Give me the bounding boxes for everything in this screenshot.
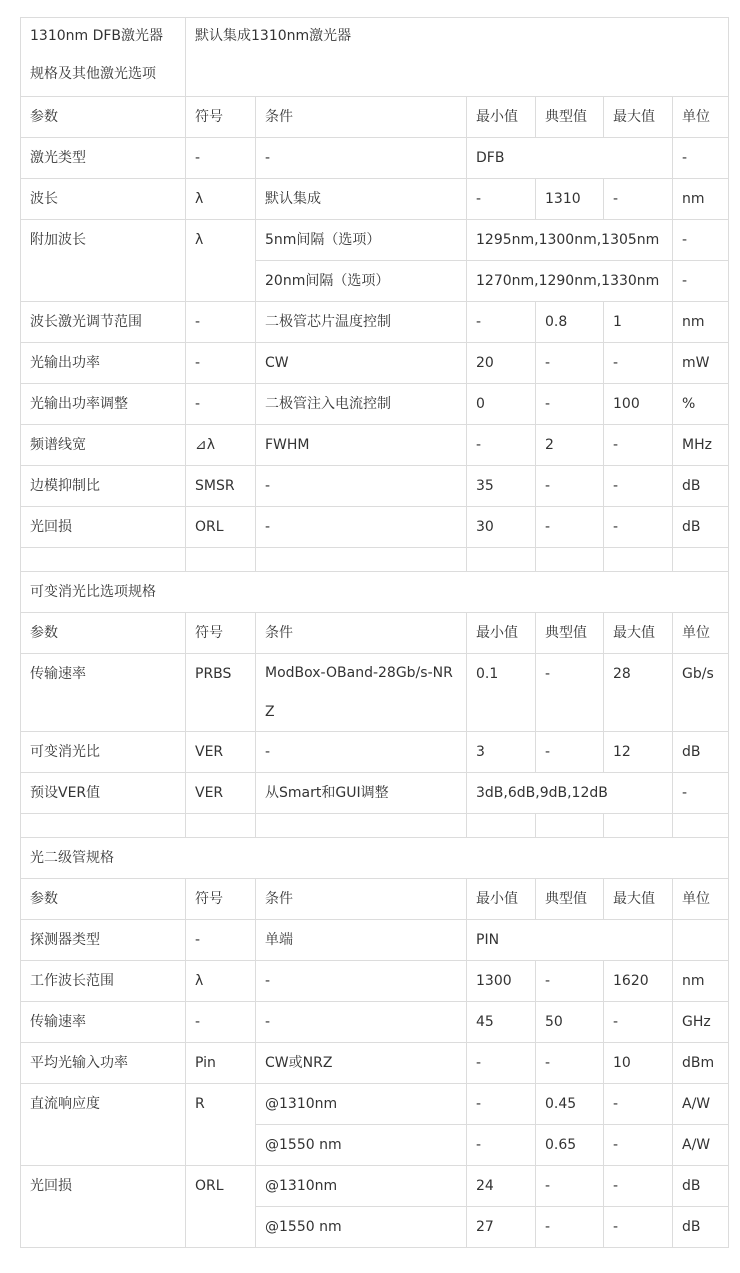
cell-param: 传输速率 [21, 1002, 186, 1043]
cell-unit: dB [673, 1166, 729, 1207]
table-row [21, 1043, 729, 1084]
section-title-ver: 可变消光比选项规格 [21, 572, 729, 613]
cell-symbol: - [186, 138, 256, 179]
table-row [21, 1166, 729, 1207]
cell-min: - [467, 179, 536, 220]
cell-param: 激光类型 [21, 138, 186, 179]
section-title-row [21, 838, 729, 879]
cell-unit: GHz [673, 1002, 729, 1043]
cell-max: 1620 [604, 961, 673, 1002]
cell-symbol: Pin [186, 1043, 256, 1084]
cell-unit: dB [673, 507, 729, 548]
table-row [21, 1002, 729, 1043]
header-max: 最大值 [604, 97, 673, 138]
header-param: 参数 [21, 613, 186, 654]
cell-min: 1300 [467, 961, 536, 1002]
cell-symbol: λ [186, 220, 256, 302]
header-min: 最小值 [467, 97, 536, 138]
cell-max: - [604, 1166, 673, 1207]
table-header-row [21, 879, 729, 920]
cell-unit: nm [673, 179, 729, 220]
cell-unit: dB [673, 732, 729, 773]
cell-condition: @1550 nm [256, 1207, 467, 1248]
cell-condition [256, 654, 467, 732]
cell-symbol: λ [186, 961, 256, 1002]
cell-unit: mW [673, 343, 729, 384]
empty-cell [604, 548, 673, 572]
cell-typ: - [536, 961, 604, 1002]
cell-unit: - [673, 773, 729, 814]
empty-cell [467, 814, 536, 838]
cell-symbol: SMSR [186, 466, 256, 507]
cell-condition: @1550 nm [256, 1125, 467, 1166]
table-row [21, 507, 729, 548]
table-row [21, 179, 729, 220]
cell-unit: dBm [673, 1043, 729, 1084]
table-header-row [21, 613, 729, 654]
cell-unit: A/W [673, 1125, 729, 1166]
cell-min: - [467, 425, 536, 466]
table-row [21, 302, 729, 343]
empty-cell [256, 548, 467, 572]
cell-unit: MHz [673, 425, 729, 466]
header-condition: 条件 [256, 97, 467, 138]
header-symbol: 符号 [186, 613, 256, 654]
cell-max: - [604, 1002, 673, 1043]
header-param: 参数 [21, 97, 186, 138]
cell-condition: - [256, 961, 467, 1002]
table-row [21, 466, 729, 507]
cell-param: 附加波长 [21, 220, 186, 302]
empty-cell [21, 548, 186, 572]
cell-min: 30 [467, 507, 536, 548]
spacer-row [21, 814, 729, 838]
cell-typ: - [536, 654, 604, 732]
cell-symbol: - [186, 920, 256, 961]
table-row [21, 773, 729, 814]
table-row [21, 138, 729, 179]
cell-typ: 0.8 [536, 302, 604, 343]
cell-param: 平均光输入功率 [21, 1043, 186, 1084]
cell-typ: 0.45 [536, 1084, 604, 1125]
cell-condition: 从Smart和GUI调整 [256, 773, 467, 814]
cell-symbol: VER [186, 732, 256, 773]
intro-value: 默认集成1310nm激光器 [186, 18, 729, 97]
intro-label-line2: 规格及其他激光选项 [30, 65, 156, 82]
cell-param: 直流响应度 [21, 1084, 186, 1166]
cell-max: - [604, 466, 673, 507]
cell-symbol: VER [186, 773, 256, 814]
cell-typ: - [536, 1166, 604, 1207]
cell-unit: - [673, 220, 729, 261]
empty-cell [467, 548, 536, 572]
cell-max: 1 [604, 302, 673, 343]
cell-min: - [467, 1125, 536, 1166]
cell-condition: @1310nm [256, 1166, 467, 1207]
section-title-photodiode: 光二级管规格 [21, 838, 729, 879]
header-param: 参数 [21, 879, 186, 920]
intro-label-line1: 1310nm DFB激光器 [30, 28, 164, 44]
cell-condition: 二极管注入电流控制 [256, 384, 467, 425]
empty-cell [536, 814, 604, 838]
cell-max: - [604, 179, 673, 220]
cell-typ: - [536, 1207, 604, 1248]
empty-cell [186, 814, 256, 838]
cell-value: 1295nm,1300nm,1305nm [467, 220, 673, 261]
table-row [21, 220, 729, 261]
cell-condition: FWHM [256, 425, 467, 466]
header-max: 最大值 [604, 613, 673, 654]
cell-max: - [604, 343, 673, 384]
cell-max: - [604, 1207, 673, 1248]
cell-condition: - [256, 507, 467, 548]
cell-max: 28 [604, 654, 673, 732]
cell-condition: - [256, 466, 467, 507]
table-row [21, 961, 729, 1002]
empty-cell [673, 814, 729, 838]
cell-typ: - [536, 1043, 604, 1084]
cell-typ: - [536, 343, 604, 384]
cell-condition: - [256, 732, 467, 773]
cell-max: 100 [604, 384, 673, 425]
cell-symbol: ORL [186, 1166, 256, 1248]
cell-min: 0.1 [467, 654, 536, 732]
header-max: 最大值 [604, 879, 673, 920]
cell-unit: - [673, 138, 729, 179]
cell-max: 12 [604, 732, 673, 773]
cell-param: 边模抑制比 [21, 466, 186, 507]
cell-min: 24 [467, 1166, 536, 1207]
spacer-row [21, 548, 729, 572]
cell-value: DFB [467, 138, 673, 179]
cell-max: - [604, 507, 673, 548]
cell-param: 光回损 [21, 507, 186, 548]
cell-condition: 单端 [256, 920, 467, 961]
cell-max: 10 [604, 1043, 673, 1084]
cell-typ: - [536, 466, 604, 507]
cell-max: - [604, 1084, 673, 1125]
cell-param: 光回损 [21, 1166, 186, 1248]
cell-symbol: ⊿λ [186, 425, 256, 466]
cell-param: 预设VER值 [21, 773, 186, 814]
cell-min: 35 [467, 466, 536, 507]
cell-param: 工作波长范围 [21, 961, 186, 1002]
header-unit: 单位 [673, 879, 729, 920]
cell-unit: Gb/s [673, 654, 729, 732]
cell-symbol: R [186, 1084, 256, 1166]
cell-min: 27 [467, 1207, 536, 1248]
header-unit: 单位 [673, 613, 729, 654]
intro-row [21, 18, 729, 97]
cell-param: 可变消光比 [21, 732, 186, 773]
cell-min: 20 [467, 343, 536, 384]
empty-cell [673, 548, 729, 572]
cell-min: - [467, 302, 536, 343]
table-row [21, 384, 729, 425]
cell-max: - [604, 425, 673, 466]
cell-symbol: ORL [186, 507, 256, 548]
cell-unit: dB [673, 466, 729, 507]
cell-symbol: - [186, 343, 256, 384]
cell-typ: - [536, 507, 604, 548]
cell-value: PIN [467, 920, 673, 961]
cell-condition: 20nm间隔（选项） [256, 261, 467, 302]
cell-unit [673, 920, 729, 961]
cell-typ: - [536, 384, 604, 425]
table-row [21, 732, 729, 773]
cell-value: 3dB,6dB,9dB,12dB [467, 773, 673, 814]
empty-cell [536, 548, 604, 572]
cell-unit: - [673, 261, 729, 302]
cell-symbol: PRBS [186, 654, 256, 732]
cell-condition: @1310nm [256, 1084, 467, 1125]
header-unit: 单位 [673, 97, 729, 138]
empty-cell [21, 814, 186, 838]
cell-value: 1270nm,1290nm,1330nm [467, 261, 673, 302]
header-min: 最小值 [467, 879, 536, 920]
header-condition: 条件 [256, 613, 467, 654]
empty-cell [604, 814, 673, 838]
cell-param: 波长激光调节范围 [21, 302, 186, 343]
cell-unit: nm [673, 961, 729, 1002]
cell-min: 3 [467, 732, 536, 773]
cell-param: 传输速率 [21, 654, 186, 732]
empty-cell [186, 548, 256, 572]
cell-param: 探测器类型 [21, 920, 186, 961]
cell-unit: % [673, 384, 729, 425]
section-title-row [21, 572, 729, 613]
cell-min: - [467, 1084, 536, 1125]
cell-typ: - [536, 732, 604, 773]
table-row [21, 425, 729, 466]
cell-condition: 二极管芯片温度控制 [256, 302, 467, 343]
cell-symbol: - [186, 1002, 256, 1043]
header-condition: 条件 [256, 879, 467, 920]
cell-param: 波长 [21, 179, 186, 220]
cell-condition: 默认集成 [256, 179, 467, 220]
cell-condition: CW [256, 343, 467, 384]
cell-param: 频谱线宽 [21, 425, 186, 466]
table-row [21, 1084, 729, 1125]
table-header-row [21, 97, 729, 138]
table-row [21, 920, 729, 961]
cell-min: 45 [467, 1002, 536, 1043]
table-row [21, 343, 729, 384]
cell-typ: 50 [536, 1002, 604, 1043]
header-typ: 典型值 [536, 97, 604, 138]
cell-typ: 0.65 [536, 1125, 604, 1166]
cell-param: 光输出功率调整 [21, 384, 186, 425]
spec-table [20, 17, 729, 1248]
cell-param: 光输出功率 [21, 343, 186, 384]
cell-unit: A/W [673, 1084, 729, 1125]
header-typ: 典型值 [536, 879, 604, 920]
cell-max: - [604, 1125, 673, 1166]
empty-cell [256, 814, 467, 838]
header-typ: 典型值 [536, 613, 604, 654]
cell-unit: dB [673, 1207, 729, 1248]
cell-min: - [467, 1043, 536, 1084]
cell-symbol: - [186, 302, 256, 343]
table-row [21, 654, 729, 732]
cell-typ: 1310 [536, 179, 604, 220]
header-symbol: 符号 [186, 97, 256, 138]
cell-min: 0 [467, 384, 536, 425]
cell-condition: - [256, 1002, 467, 1043]
cell-symbol: λ [186, 179, 256, 220]
header-symbol: 符号 [186, 879, 256, 920]
cell-typ: 2 [536, 425, 604, 466]
cell-condition: - [256, 138, 467, 179]
cell-condition-text: ModBox-OBand-28Gb/s-NRZ [265, 665, 453, 720]
intro-label [21, 18, 186, 97]
cell-unit: nm [673, 302, 729, 343]
cell-symbol: - [186, 384, 256, 425]
cell-condition: 5nm间隔（选项） [256, 220, 467, 261]
header-min: 最小值 [467, 613, 536, 654]
cell-condition: CW或NRZ [256, 1043, 467, 1084]
